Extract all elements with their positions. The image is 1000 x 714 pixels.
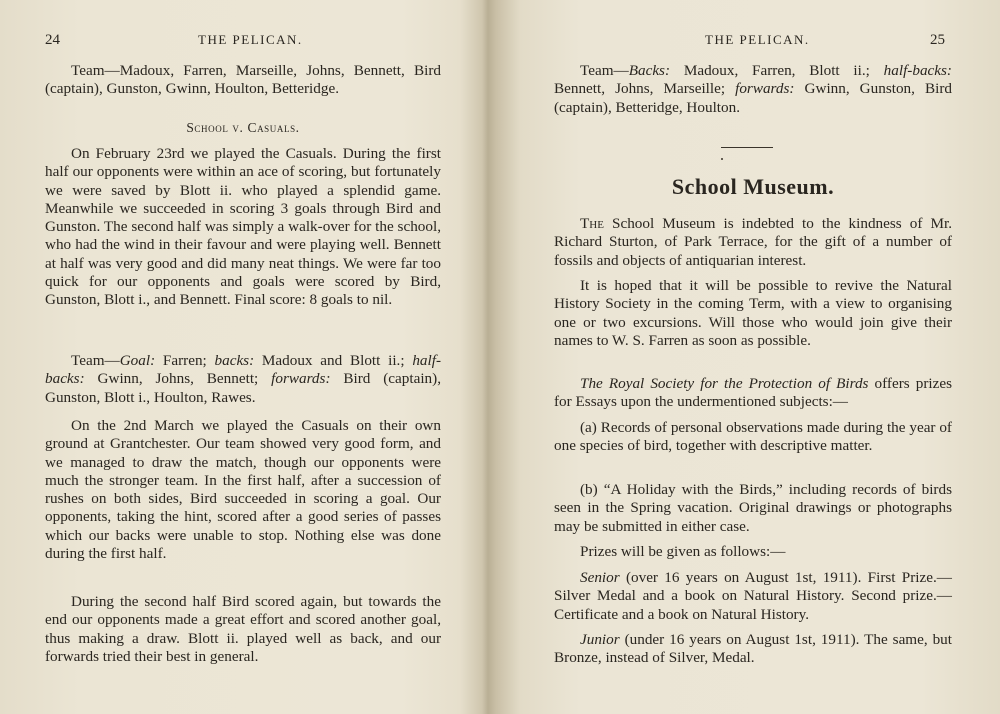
match-report-2	[45, 417, 441, 563]
running-head: THE PELICAN.	[198, 32, 303, 47]
prizes-intro-text: Prizes will be given as follows:—	[580, 543, 786, 560]
subject-b-marker: (b)	[580, 481, 598, 498]
forwards-label: forwards:	[271, 370, 331, 388]
right-page	[485, 0, 1000, 714]
team-lineup: Team—Madoux, Farren, Marseille, Johns, Bennett, Bird (captain), Gunston, Gwinn, Houlton, Betteridge.	[45, 62, 441, 98]
junior-prize	[554, 631, 952, 668]
goal-names: Farren;	[155, 352, 215, 369]
lead-word: The	[580, 215, 604, 232]
museum-text	[554, 215, 952, 270]
team-lineup-detail	[554, 62, 952, 117]
section-title: School Museum.	[671, 174, 835, 199]
goal-label: Goal:	[119, 352, 156, 369]
team-lineup-paragraph	[45, 62, 441, 99]
left-page	[0, 0, 485, 714]
backs-label: backs:	[214, 352, 255, 369]
divider-rule	[721, 147, 773, 148]
halfbacks-names: Bennett, Johns, Marseille;	[554, 80, 736, 98]
divider-dot	[721, 158, 723, 160]
subject-b	[554, 481, 952, 536]
match-report-3	[45, 593, 441, 666]
team-prefix: Team—	[580, 62, 629, 79]
prizes-intro	[554, 543, 952, 561]
subject-b-text	[554, 481, 952, 536]
museum-text: It is hoped that it will be possible to revive the Natural History Society in the coming Term, with a view to organising one or two excursions. Will those who would join give their names to W. S. Farren as soon as possible.	[554, 277, 952, 349]
match-paragraph: On the 2nd March we played the Casuals on their own ground at Grantchester. Our team showed very good form, and we managed to draw the match, though our opponents were much the stronger team. In the first half, after a succession of rushes on both sides, Bird succeeded in scoring a goal. Our opponents, taking the hint, scored after a good series of passes which our backs were unable to stop. Nothing else was done during the first half.	[45, 417, 441, 563]
match-paragraph: On February 23rd we played the Casuals. During the first half our opponents were within an ace of scoring, but fortunately we were saved by Blott ii. who played a splendid game. Meanwhile we succeeded in scoring 3 goals through Bird and Gunston. The second half was simply a walk-over for the school, who had the wind in their favour and were playing well. Bennett at half was very good and did many neat things. We were far too quick for our opponents and goals were scored by Bird, Gunston, Blott i., and Bennett. Final score: 8 goals to nil.	[45, 145, 441, 309]
team-lineup-detail	[45, 352, 441, 407]
subject-b-body: “A Holiday with the Birds,” including records of birds seen in the Spring vacation. Original drawings or photographs may be submitted in either case.	[554, 481, 952, 535]
section-heading: School v. Casuals.	[186, 120, 300, 135]
junior-prize-text	[554, 631, 952, 668]
page-number: 24	[45, 32, 60, 48]
team-lineup-2	[45, 352, 441, 407]
halfbacks-names: Gwinn, Johns, Bennett;	[84, 370, 272, 388]
match-report-1	[45, 145, 441, 310]
subject-a-body: Records of personal observations made during the year of one species of bird, together with descriptive matter.	[554, 419, 952, 455]
junior-label: Junior	[580, 631, 620, 648]
senior-label: Senior	[580, 569, 620, 586]
museum-paragraph-1	[554, 215, 952, 270]
page-number: 25	[930, 32, 945, 48]
junior-body: (under 16 years on August 1st, 1911). The same, but Bronze, instead of Silver, Medal.	[554, 631, 952, 667]
rspb-text	[554, 375, 952, 412]
team-prefix: Team—	[71, 352, 120, 369]
halfbacks-label: half-backs:	[45, 352, 442, 388]
subject-a	[554, 419, 952, 456]
senior-body: (over 16 years on August 1st, 1911). First Prize.—Silver Medal and a book on Natural History. Second prize.—Certificate and a book on Natural History.	[554, 569, 952, 623]
forwards-names: Gwinn, Gunston, Bird (captain), Betteridge, Houlton.	[554, 80, 952, 116]
running-head: THE PELICAN.	[705, 32, 810, 47]
museum-paragraph-2	[554, 277, 952, 350]
forwards-label: forwards:	[735, 80, 795, 98]
team-lineup-3	[554, 62, 952, 117]
senior-prize-text	[554, 569, 952, 624]
backs-names: Madoux and Blott ii.;	[254, 352, 413, 369]
backs-names: Madoux, Farren, Blott ii.;	[670, 62, 884, 79]
museum-body: School Museum is indebted to the kindness of Mr. Richard Sturton, of Park Terrace, for the gift of a number of fossils and objects of antiquarian interest.	[554, 215, 952, 269]
rspb-body: offers prizes for Essays upon the undermentioned subjects:—	[554, 375, 952, 411]
rspb-paragraph	[554, 375, 952, 412]
subject-a-text	[554, 419, 952, 456]
rspb-name: The Royal Society for the Protection of Birds	[580, 375, 869, 392]
match-paragraph: During the second half Bird scored again, but towards the end our opponents made a great effort and scored another goal, thus making a draw. Blott ii. played well as back, and our forwards tried their best in general.	[45, 593, 441, 665]
senior-prize	[554, 569, 952, 624]
subject-a-marker: (a)	[580, 419, 597, 436]
halfbacks-label: half-backs:	[883, 62, 952, 79]
backs-label: Backs:	[628, 62, 671, 79]
forwards-names: Bird (captain), Gunston, Blott i., Houlton, Rawes.	[45, 370, 442, 406]
